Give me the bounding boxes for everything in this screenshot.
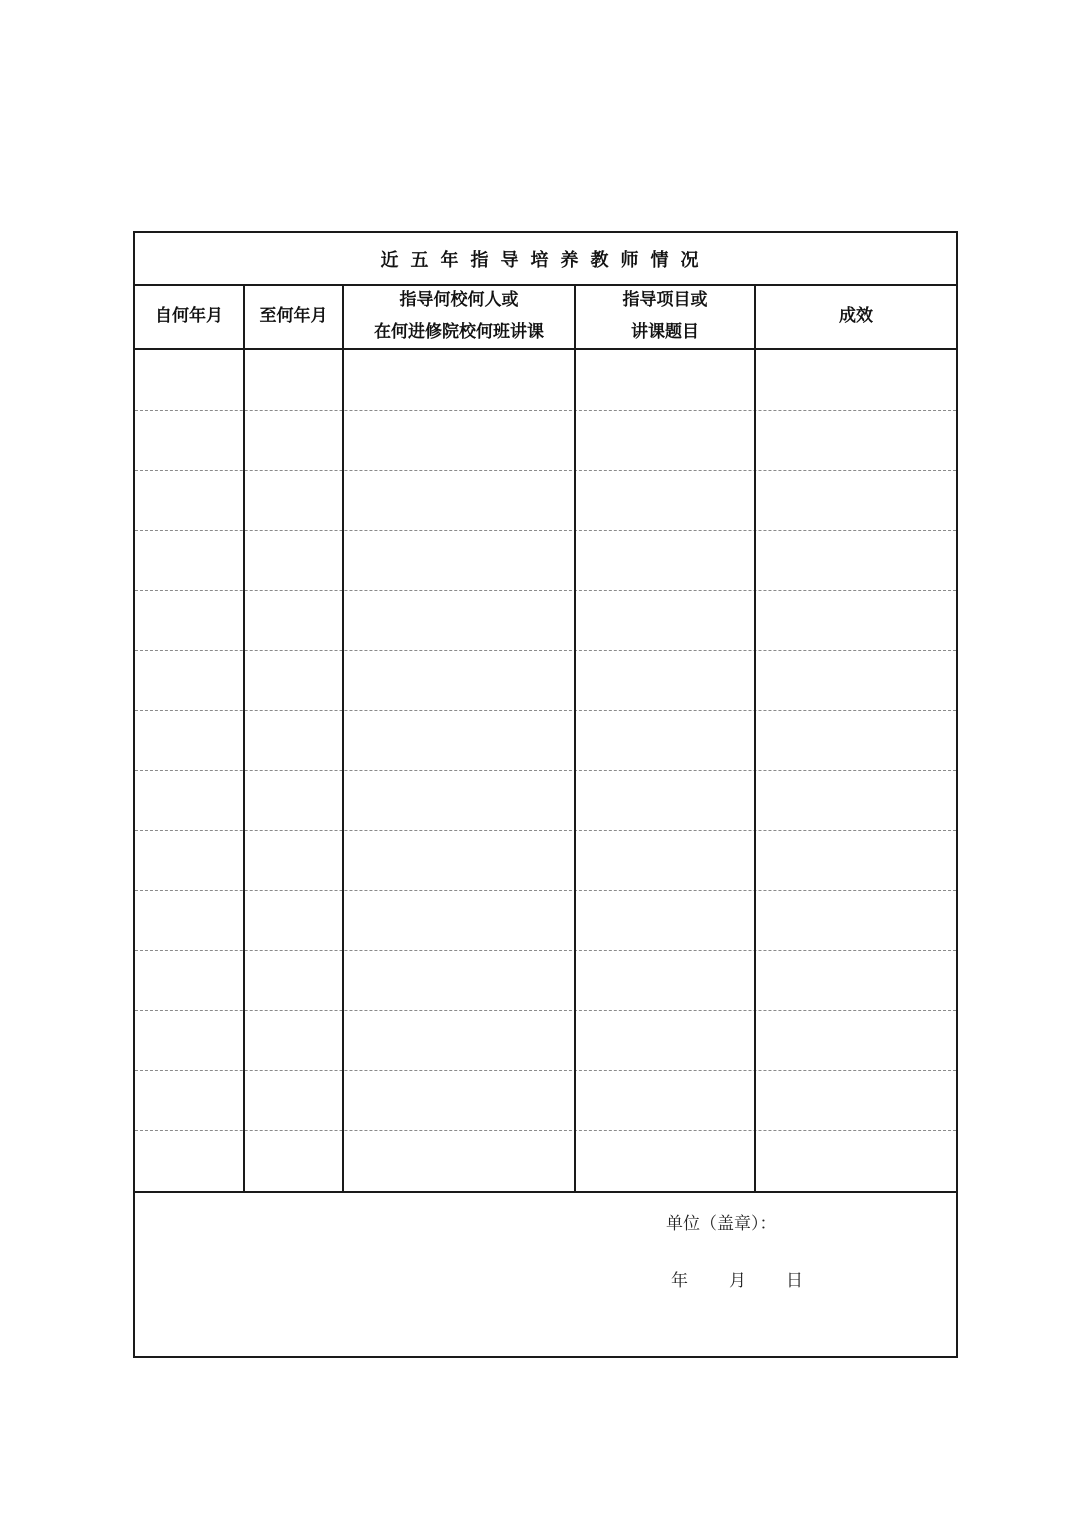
- table-row[interactable]: [135, 830, 956, 890]
- header-cell-end-date: [245, 284, 342, 348]
- records-table: [135, 284, 956, 1191]
- header-label: 成效: [839, 306, 873, 326]
- table-row[interactable]: [135, 710, 956, 770]
- column-divider: [754, 284, 756, 1191]
- header-cell-results: [756, 284, 956, 348]
- header-label: 在何进修院校何班讲课: [374, 322, 544, 342]
- header-label: 自何年月: [155, 306, 223, 326]
- column-divider: [574, 284, 576, 1191]
- table-row[interactable]: [135, 650, 956, 710]
- form-title-row: [135, 233, 956, 286]
- header-cell-start-date: [135, 284, 243, 348]
- table-row[interactable]: [135, 770, 956, 830]
- table-row[interactable]: [135, 410, 956, 470]
- table-row[interactable]: [135, 950, 956, 1010]
- table-row[interactable]: [135, 530, 956, 590]
- table-row[interactable]: [135, 1130, 956, 1190]
- header-label: 至何年月: [259, 306, 328, 326]
- table-row[interactable]: [135, 890, 956, 950]
- form-sheet: [133, 231, 958, 1358]
- header-cell-project-topic: [576, 284, 754, 348]
- table-row[interactable]: [135, 1010, 956, 1070]
- table-header-row: [135, 284, 956, 350]
- header-label: 指导项目或: [622, 290, 708, 310]
- unit-seal-label: 单位（盖章）：: [666, 1214, 777, 1234]
- form-title: 近五年指导培养教师情况: [380, 249, 711, 271]
- form-footer: [135, 1191, 956, 1358]
- column-divider: [342, 284, 344, 1191]
- header-label: 讲课题目: [631, 322, 699, 342]
- table-row[interactable]: [135, 590, 956, 650]
- header-cell-guidance-target: [344, 284, 574, 348]
- header-label: 指导何校何人或: [399, 290, 519, 310]
- column-divider: [243, 284, 245, 1191]
- date-day-label: 日: [786, 1271, 803, 1291]
- table-row[interactable]: [135, 1070, 956, 1130]
- date-month-label: 月: [729, 1271, 746, 1291]
- table-row[interactable]: [135, 350, 956, 410]
- date-year-label: 年: [671, 1271, 688, 1291]
- table-row[interactable]: [135, 470, 956, 530]
